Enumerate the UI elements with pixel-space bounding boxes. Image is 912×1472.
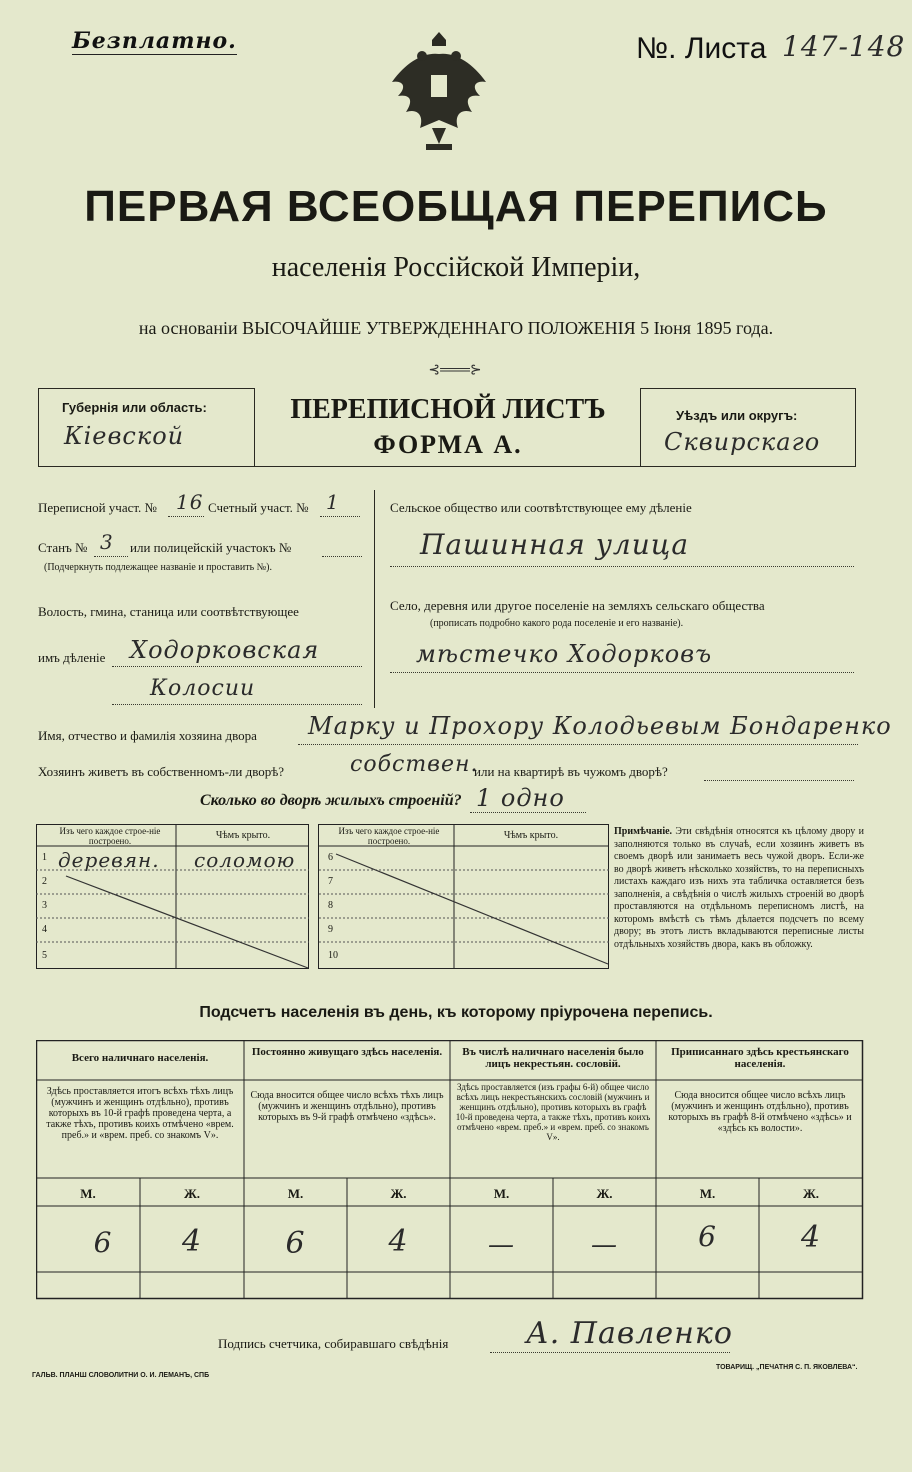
zh-label: Ж. (596, 1186, 613, 1201)
note-lead: Примѣчаніе. (614, 826, 673, 837)
count-col2-desc: Сюда вносится общее число всѣхъ тѣхъ лицъ (мужчинъ и женщинъ отдѣльно), противъ которыхъ въ 9-й графѣ отмѣчено «здѣсь». (250, 1090, 444, 1123)
buildings-value: 1 одно (476, 784, 565, 812)
zh-label: Ж. (802, 1186, 820, 1201)
count-value-zh: 4 (800, 1220, 822, 1255)
row1-built-value: деревян. (58, 848, 160, 872)
double-headed-eagle-emblem (384, 24, 494, 164)
row-number: 4 (42, 924, 47, 935)
signature-label: Подпись счетчика, собиравшаго свѣдѣнія (218, 1336, 449, 1351)
row1-roof-value: соломою (194, 848, 296, 872)
owner-name-value: Марку и Прохору Колодьевым Бондаренко (308, 712, 892, 740)
count-col3-desc: Здѣсь проставляется (изъ графы 6-й) общее число всѣхъ лицъ некрестьянскихъ сословій (мужчинъ и женщинъ отдѣльно), противъ которыхъ въ графѣ 10-й проведена черта, а также тѣхъ, противъ коихъ отмѣчено «врем. преб.» и «врем. преб. со знакомъ V». (455, 1082, 651, 1142)
selo-value: мѣстечко Ходорковъ (416, 640, 713, 668)
printer-left: ГАЛЬВ. ПЛАНШ СЛОВОЛИТНИ О. И. ЛЕМАНЪ, СПБ (32, 1372, 210, 1379)
row-number: 2 (42, 876, 47, 887)
stan-label: Станъ № (38, 540, 88, 555)
stan-or-label: или полицейскій участокъ № (130, 540, 292, 555)
m-label: М. (699, 1186, 716, 1201)
form-subtitle: ФОРМА А. (373, 430, 523, 459)
owner-lives-label: Хозяинъ живетъ въ собственномъ-ли дворѣ? (38, 764, 285, 779)
ornament-divider: ⊰═══⊱ (428, 363, 482, 378)
sheet-number-label: №. Листа (636, 32, 767, 65)
col-built-header-left: Изъ чего каждое строе-ніе построено. (59, 826, 161, 846)
col-roof-header-right: Чѣмъ крыто. (503, 830, 559, 841)
owner-lives-label-2: или на квартирѣ въ чужомъ дворѣ? (474, 764, 668, 779)
m-label: М. (493, 1186, 510, 1201)
row-number: 6 (328, 852, 333, 863)
gubernia-label: Губернія или область: (62, 400, 207, 415)
selskoe-label: Сельское общество или соотвѣтствующее ему дѣленіе (390, 500, 692, 515)
schetny-value: 1 (326, 490, 340, 514)
page-title: ПЕРВАЯ ВСЕОБЩАЯ ПЕРЕПИСЬ (84, 182, 828, 231)
volost-value-2: Колосии (150, 676, 256, 701)
signature-value: А. Павленко (526, 1316, 733, 1351)
free-label: Безплатно. (72, 28, 237, 54)
buildings-label: Сколько во дворѣ жилыхъ строеній? (200, 792, 462, 809)
volost-value: Ходорковская (130, 636, 320, 664)
stan-value: 3 (100, 530, 114, 554)
zh-label: Ж. (390, 1186, 407, 1201)
count-value-m: 6 (285, 1226, 306, 1261)
volost-label: Волость, гмина, станица или соотвѣтствующее (38, 604, 299, 619)
m-label: М. (287, 1186, 304, 1201)
count-col1-desc: Здѣсь проставляется итогъ всѣхъ тѣхъ лицъ (мужчинъ и женщинъ отдѣльно), противъ которыхъ въ 10-й графѣ проведена черта, а также тѣхъ, противъ коихъ отмѣчено «врем. преб.» и «врем. преб. со знакомъ V». (46, 1086, 234, 1141)
count-col2-head: Постоянно живущаго здѣсь населенія. (251, 1046, 443, 1058)
row-number: 7 (328, 876, 333, 887)
row-number: 3 (42, 900, 47, 911)
uezd-value: Сквирскаго (664, 428, 821, 456)
count-col4-desc: Сюда вносится общее число всѣхъ лицъ (мужчинъ и женщинъ отдѣльно), противъ которыхъ въ графѣ 8-й отмѣчено «здѣсь» и «здѣсь къ волости». (668, 1090, 852, 1134)
volost-label-2: имъ дѣленіе (38, 650, 106, 665)
stan-note: (Подчеркнуть подлежащее названіе и проставить №). (44, 562, 272, 573)
row-number: 5 (42, 950, 47, 961)
note-block (614, 826, 864, 951)
gubernia-value: Кіевской (64, 422, 185, 450)
zh-label: Ж. (183, 1186, 201, 1201)
decree-basis: на основаніи ВЫСОЧАЙШЕ УТВЕРЖДЕННАГО ПОЛОЖЕНІЯ 5 Іюня 1895 года. (138, 318, 774, 338)
perepisnoy-label: Переписной участ. № (38, 500, 157, 515)
count-value-zh: 4 (388, 1224, 409, 1259)
count-col4-head: Приписаннаго здѣсь крестьянскаго населенія. (671, 1046, 849, 1070)
uezd-label: Уѣздъ или округъ: (676, 408, 798, 423)
count-col3-head: Въ числѣ наличнаго населенія было лицъ некрестьян. сословій. (462, 1046, 644, 1070)
note-text: Эти свѣдѣнія относятся къ цѣлому двору и заполняются только въ случаѣ, если хозяинъ живетъ въ своемъ дворѣ или занимаетъ весь чужой дворъ. Если-же во дворѣ живетъ нѣсколько хозяйствъ, то на переписныхъ листахъ каждаго изъ нихъ эта табличка оставляется безъ заполненія, а свѣдѣнія о числѣ жилыхъ строеній во дворѣ проставляются на отдѣльномъ переписномъ листѣ, на которомъ вмѣстѣ съ тѣмъ дѣлается подсчетъ по всему двору; въ этотъ листъ вкладываются переписные листы отдѣльныхъ хозяйствъ двора, какъ въ обложку. (614, 826, 865, 950)
count-title: Подсчетъ населенія въ день, къ которому пріурочена перепись. (199, 1004, 713, 1021)
count-value-zh: 4 (181, 1224, 203, 1259)
page-subtitle: населенія Россійской Имперіи, (271, 252, 641, 283)
schetny-label: Счетный участ. № (208, 500, 309, 515)
row-number: 10 (328, 950, 338, 961)
selo-label: Село, деревня или другое поселеніе на земляхъ сельскаго общества (390, 598, 765, 613)
selskoe-value: Пашинная улица (420, 528, 690, 561)
count-col1-head: Всего наличнаго населенія. (71, 1052, 209, 1064)
buildings-table-grid (36, 824, 610, 974)
selo-note: (прописать подробно какого рода поселеніе и его названіе). (430, 618, 684, 629)
col-built-header-right: Изъ чего каждое строе-ніе построено. (338, 826, 440, 846)
count-value-m: 6 (698, 1220, 717, 1253)
sheet-number-value: 147-148 (782, 30, 906, 63)
row-number: 8 (328, 900, 333, 911)
count-value-zh: — (591, 1230, 618, 1260)
printer-right: ТОВАРИЩ. „ПЕЧАТНЯ С. П. ЯКОВЛЕВА“. (716, 1364, 858, 1371)
col-roof-header-left: Чѣмъ крыто. (215, 830, 271, 841)
count-table-grid (36, 1040, 864, 1300)
owner-lives-value: собствен. (350, 752, 479, 777)
row-number: 9 (328, 924, 333, 935)
count-value-m: — (488, 1230, 515, 1260)
row-number: 1 (42, 852, 47, 863)
m-label: М. (80, 1186, 96, 1201)
owner-name-label: Имя, отчество и фамилія хозяина двора (38, 728, 257, 743)
count-value-m: 6 (93, 1226, 113, 1259)
perepisnoy-value: 16 (176, 490, 204, 514)
form-title: ПЕРЕПИСНОЙ ЛИСТЪ (290, 394, 606, 425)
